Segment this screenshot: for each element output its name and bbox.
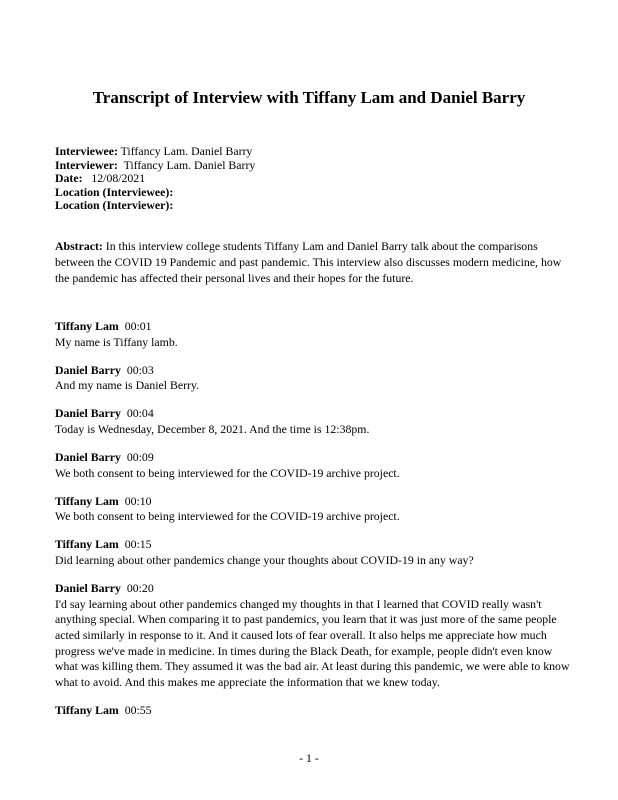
entry-header xyxy=(55,494,570,510)
metadata-location-interviewer xyxy=(55,199,575,213)
entry-header xyxy=(55,450,570,466)
speaker-name: Daniel Barry xyxy=(55,406,121,421)
entry-header xyxy=(55,406,570,422)
speaker-name: Tiffany Lam xyxy=(55,493,119,508)
utterance-text: We both consent to being interviewed for the COVID-19 archive project. xyxy=(55,509,400,524)
transcript-entry xyxy=(55,363,570,394)
metadata-value: Tiffancy Lam. Daniel Barry xyxy=(117,144,253,158)
metadata-label: Interviewee: xyxy=(55,144,118,158)
utterance-text: I'd say learning about other pandemics changed my thoughts in that I learned that COVID really wasn't anything special. When comparing it to past pandemics, you learn that it was just more of the same people acted similarly in response to it. And it caused lots of fear overall. It also helps me appreciate how much progress we've made in medicine. In times during the Black Death, for example, people didn't even know what was killing them. They assumed it was the bad air. At least during this pandemic, we were able to know what to avoid. And this makes me appreciate the information that we knew today. xyxy=(55,596,570,689)
entry-header xyxy=(55,363,570,379)
metadata-label: Date: xyxy=(55,171,83,186)
timestamp: 00:55 xyxy=(124,702,152,717)
utterance-text: My name is Tiffany lamb. xyxy=(55,334,178,349)
utterance-text: We both consent to being interviewed for the COVID-19 archive project. xyxy=(55,465,400,480)
metadata-interviewee xyxy=(55,145,575,159)
speaker-name: Daniel Barry xyxy=(55,362,121,377)
metadata-value: Tiffancy Lam. Daniel Barry xyxy=(117,157,256,172)
timestamp: 00:01 xyxy=(124,319,152,333)
utterance-text: Did learning about other pandemics change your thoughts about COVID-19 in any way? xyxy=(55,553,474,568)
metadata-label: Interviewer: xyxy=(55,157,118,172)
transcript-entry xyxy=(55,494,570,525)
speaker-name: Tiffany Lam xyxy=(55,702,119,717)
timestamp: 00:09 xyxy=(126,450,154,465)
transcript-entry xyxy=(55,319,570,350)
speaker-name: Tiffany Lam xyxy=(55,537,119,552)
speaker-name: Daniel Barry xyxy=(55,450,121,465)
transcript-entry xyxy=(55,450,570,481)
metadata-label: Location (Interviewee): xyxy=(55,184,174,199)
timestamp: 00:15 xyxy=(124,537,152,552)
abstract xyxy=(55,238,575,286)
entry-header xyxy=(55,319,570,335)
transcript-entries xyxy=(55,319,570,731)
speaker-name: Daniel Barry xyxy=(55,581,121,596)
entry-header xyxy=(55,537,570,553)
entry-header xyxy=(55,581,570,597)
transcript-entry xyxy=(55,537,570,568)
page-number: - 1 - xyxy=(299,751,319,765)
utterance-text: And my name is Daniel Berry. xyxy=(55,378,200,393)
entry-header xyxy=(55,703,570,719)
metadata-value: 12/08/2021 xyxy=(82,171,146,186)
abstract-text: In this interview college students Tiffany Lam and Daniel Barry talk about the comparisons between the COVID 19 Pandemic and past pandemic. This interview also discusses modern medicine, how the pandemic has affected their personal lives and their hopes for the future. xyxy=(55,239,562,285)
metadata-location-interviewee xyxy=(55,186,575,200)
interview-metadata xyxy=(55,145,575,213)
timestamp: 00:20 xyxy=(126,581,154,596)
timestamp: 00:04 xyxy=(126,406,154,421)
speaker-name: Tiffany Lam xyxy=(55,319,119,333)
timestamp: 00:03 xyxy=(126,362,154,377)
abstract-label: Abstract: xyxy=(55,239,103,253)
document-title: Transcript of Interview with Tiffany Lam and Daniel Barry xyxy=(92,88,526,107)
transcript-entry xyxy=(55,581,570,690)
metadata-interviewer xyxy=(55,159,575,173)
metadata-label: Location (Interviewer): xyxy=(55,198,174,213)
utterance-text: Today is Wednesday, December 8, 2021. And the time is 12:38pm. xyxy=(55,421,370,436)
metadata-date xyxy=(55,172,575,186)
transcript-entry xyxy=(55,703,570,719)
transcript-entry xyxy=(55,406,570,437)
timestamp: 00:10 xyxy=(124,493,152,508)
